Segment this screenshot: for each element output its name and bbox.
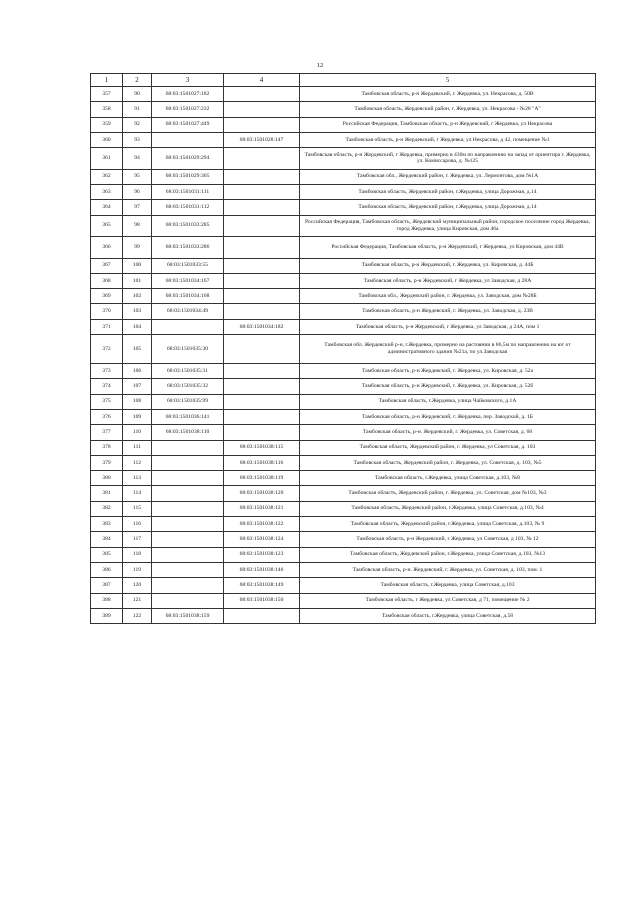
address-cell: Тамбовская область, г Жердевка, ул Советская, д 71, помещение № 2: [300, 593, 596, 608]
address-cell: Тамбовская область, г.Жердевка, улица Советская, д.58: [300, 608, 596, 623]
section-number-cell: 94: [123, 148, 152, 170]
table-row: [91, 148, 596, 170]
section-number-cell: 106: [123, 364, 152, 379]
cadastral-number-cell: [152, 547, 224, 562]
row-number-cell: 379: [91, 455, 123, 470]
address-cell: Тамбовская обл. Жердевский р-н, г.Жердевка, примерно на растоянии в 86,5м по направлению на юг от административного здания №21а, по ул.Заводская: [300, 335, 596, 364]
cadastral-number-cell: 68:03:1501034:168: [152, 289, 224, 304]
premises-cadastral-cell: [224, 169, 300, 184]
table-row: [91, 237, 596, 259]
premises-cadastral-cell: [224, 200, 300, 215]
cadastral-number-cell: [152, 471, 224, 486]
section-number-cell: 91: [123, 102, 152, 117]
row-number-cell: 383: [91, 517, 123, 532]
premises-cadastral-cell: [224, 304, 300, 319]
address-cell: Тамбовская область, р-н Жердевский, г Жердевка, примерно в 430м по направлению на запад от ориентира г. Жердевка, ул. Комиссарова, д. №125: [300, 148, 596, 170]
premises-cadastral-cell: [224, 273, 300, 288]
table-row: [91, 304, 596, 319]
row-number-cell: 382: [91, 501, 123, 516]
table-row: [91, 102, 596, 117]
premises-cadastral-cell: [224, 148, 300, 170]
table-row: [91, 562, 596, 577]
table-row: [91, 132, 596, 147]
premises-cadastral-cell: [224, 289, 300, 304]
premises-cadastral-cell: [224, 87, 300, 102]
cadastral-number-cell: 68:03:1501033:286: [152, 237, 224, 259]
table-row: [91, 486, 596, 501]
table-row: [91, 471, 596, 486]
address-cell: Тамбовская область, р-н Жердевский, г. Жердевка, ул. Кировская, д. 44Б: [300, 258, 596, 273]
section-number-cell: 114: [123, 486, 152, 501]
row-number-cell: 361: [91, 148, 123, 170]
address-cell: Тамбовская область, Жердевский район, г.Жердевка, улица Дорожная, д.14: [300, 184, 596, 199]
premises-cadastral-cell: 68:03:1501038:122: [224, 517, 300, 532]
section-number-cell: 116: [123, 517, 152, 532]
premises-cadastral-cell: [224, 394, 300, 409]
table-row: [91, 364, 596, 379]
cadastral-number-cell: 68:03:1501035:32: [152, 379, 224, 394]
row-number-cell: 367: [91, 258, 123, 273]
section-number-cell: 98: [123, 215, 152, 237]
premises-cadastral-cell: [224, 335, 300, 364]
page-number: 12: [316, 62, 324, 69]
cadastral-number-cell: 68:03:1501027:232: [152, 102, 224, 117]
table-row: [91, 425, 596, 440]
section-number-cell: 92: [123, 117, 152, 132]
table-row: [91, 547, 596, 562]
premises-cadastral-cell: 68:03:1501034:182: [224, 319, 300, 334]
table-row: [91, 169, 596, 184]
address-cell: Тамбовская область, Жердевский район, г.Жердевка, улица Дорожная, д.14: [300, 200, 596, 215]
table-row: [91, 517, 596, 532]
table-row: [91, 184, 596, 199]
premises-cadastral-cell: 68:03:1501038:123: [224, 547, 300, 562]
premises-cadastral-cell: [224, 102, 300, 117]
cadastral-number-cell: [152, 517, 224, 532]
table-row: [91, 578, 596, 593]
row-number-cell: 364: [91, 200, 123, 215]
address-cell: Тамбовская область, р-н Жердевский, г Жердевка, ул Некрасова, д 42, помещение №1: [300, 132, 596, 147]
address-cell: Тамбовская область, р-н. Жердевский, г. Жердевка, ул. Советская, д. 68: [300, 425, 596, 440]
table-row: [91, 440, 596, 455]
row-number-cell: 384: [91, 532, 123, 547]
premises-cadastral-cell: 68:03:1501038:115: [224, 440, 300, 455]
cadastral-number-cell: [152, 501, 224, 516]
table-row: [91, 455, 596, 470]
row-number-cell: 358: [91, 102, 123, 117]
cadastral-number-cell: 68:03:1501027:182: [152, 87, 224, 102]
section-number-cell: 93: [123, 132, 152, 147]
row-number-cell: 374: [91, 379, 123, 394]
address-cell: Тамбовская область, р-н Жердевский, г Жердевка, ул Заводская, д 28А: [300, 273, 596, 288]
address-cell: Российская Федерация, Тамбовская область, р-н Жердевский, г Жердевка, ул Кировская, дом 44В: [300, 237, 596, 259]
premises-cadastral-cell: 68:03:1501028:147: [224, 132, 300, 147]
cadastral-number-cell: 68:03:1501029:294: [152, 148, 224, 170]
section-number-cell: 96: [123, 184, 152, 199]
premises-cadastral-cell: 68:03:1501038:120: [224, 486, 300, 501]
premises-cadastral-cell: [224, 409, 300, 424]
cadastral-number-cell: [152, 593, 224, 608]
section-number-cell: 115: [123, 501, 152, 516]
row-number-cell: 366: [91, 237, 123, 259]
cadastral-number-cell: 68:03:1501034:167: [152, 273, 224, 288]
section-number-cell: 90: [123, 87, 152, 102]
row-number-cell: 375: [91, 394, 123, 409]
cadastral-number-cell: 68:03:1501035:31: [152, 364, 224, 379]
address-cell: Тамбовская область, р-н Жердевский, г. Жердевка, ул. Кировская, д. 52б: [300, 379, 596, 394]
table-row: [91, 608, 596, 623]
cadastral-number-cell: [152, 486, 224, 501]
cadastral-number-cell: 68:03:1501034:49: [152, 304, 224, 319]
address-cell: Тамбовская область, Жердевский район, г. Жердевка, ул. Советская, дом №103, №3: [300, 486, 596, 501]
section-number-cell: 110: [123, 425, 152, 440]
address-cell: Тамбовская обл., Жердевский район, г. Жердевка, ул. Лермонтова, дом №1А: [300, 169, 596, 184]
address-cell: Российская Федерация, Тамбовская область, Жердевский муниципальный район, городское поселение город Жердевка, город Жердевка, улица Кировская, дом 46а: [300, 215, 596, 237]
premises-cadastral-cell: 68:03:1501038:150: [224, 593, 300, 608]
header-row: [91, 74, 596, 87]
row-number-cell: 372: [91, 335, 123, 364]
premises-cadastral-cell: 68:03:1501038:124: [224, 532, 300, 547]
cadastral-number-cell: 68:03:1501035:30: [152, 335, 224, 364]
address-cell: Тамбовская область, р-н Жердевский, г. Жердевка, ул. Заводская, д. 23В: [300, 304, 596, 319]
section-number-cell: 101: [123, 273, 152, 288]
section-number-cell: 97: [123, 200, 152, 215]
row-number-cell: 365: [91, 215, 123, 237]
section-number-cell: 122: [123, 608, 152, 623]
cadastral-number-cell: 68:03:1501038:110: [152, 425, 224, 440]
section-number-cell: 109: [123, 409, 152, 424]
col-header: 2: [123, 74, 152, 87]
address-cell: Тамбовская область, Жердевский район, г. Жердевка, ул. Некрасова - №28 "А": [300, 102, 596, 117]
table-row: [91, 409, 596, 424]
address-cell: Тамбовская область, р-н Жердевский, г. Жердевка, пер. Заводской, д. 1Б: [300, 409, 596, 424]
row-number-cell: 378: [91, 440, 123, 455]
table-row: [91, 289, 596, 304]
col-header: 3: [152, 74, 224, 87]
section-number-cell: 113: [123, 471, 152, 486]
table-row: [91, 273, 596, 288]
section-number-cell: 95: [123, 169, 152, 184]
row-number-cell: 371: [91, 319, 123, 334]
premises-cadastral-cell: [224, 184, 300, 199]
premises-cadastral-cell: 68:03:1501038:149: [224, 578, 300, 593]
row-number-cell: 359: [91, 117, 123, 132]
table-row: [91, 319, 596, 334]
address-cell: Тамбовская область, р-н Жердевский, г Жердевка, ул Заводская, д 24А, пом 1: [300, 319, 596, 334]
registry-table: [90, 73, 596, 624]
row-number-cell: 360: [91, 132, 123, 147]
cadastral-number-cell: 68:03:1501031:112: [152, 200, 224, 215]
cadastral-number-cell: 68:03:1501029:305: [152, 169, 224, 184]
row-number-cell: 389: [91, 608, 123, 623]
cadastral-number-cell: 68:03:1501033:285: [152, 215, 224, 237]
section-number-cell: 103: [123, 304, 152, 319]
section-number-cell: 112: [123, 455, 152, 470]
row-number-cell: 362: [91, 169, 123, 184]
premises-cadastral-cell: [224, 237, 300, 259]
section-number-cell: 100: [123, 258, 152, 273]
col-header: 4: [224, 74, 300, 87]
address-cell: Тамбовская область, Жердевский район, г.Жердевка, улица Советская, д.103, №4: [300, 501, 596, 516]
premises-cadastral-cell: [224, 608, 300, 623]
cadastral-number-cell: [152, 562, 224, 577]
cadastral-number-cell: [152, 578, 224, 593]
row-number-cell: 370: [91, 304, 123, 319]
row-number-cell: 377: [91, 425, 123, 440]
table-row: [91, 258, 596, 273]
premises-cadastral-cell: 68:03:1501038:119: [224, 471, 300, 486]
row-number-cell: 357: [91, 87, 123, 102]
row-number-cell: 380: [91, 471, 123, 486]
address-cell: Тамбовская область, р-н Жердевский, г. Жердевка, ул. Некрасова, д. 50В: [300, 87, 596, 102]
premises-cadastral-cell: 68:03:1501038:116: [224, 455, 300, 470]
premises-cadastral-cell: [224, 258, 300, 273]
section-number-cell: 121: [123, 593, 152, 608]
section-number-cell: 108: [123, 394, 152, 409]
cadastral-number-cell: 68:03:1501035:99: [152, 394, 224, 409]
table-row: [91, 87, 596, 102]
table-row: [91, 501, 596, 516]
row-number-cell: 386: [91, 562, 123, 577]
premises-cadastral-cell: [224, 364, 300, 379]
address-cell: Тамбовская область, г.Жердевка, улица Советская, д.103, №8: [300, 471, 596, 486]
table-row: [91, 215, 596, 237]
address-cell: Тамбовская область, р-н Жердевский, г Жердевка, ул Советская, д 103, № 12: [300, 532, 596, 547]
table-row: [91, 200, 596, 215]
premises-cadastral-cell: [224, 117, 300, 132]
address-cell: Тамбовская область, Жердевский район, г.Жердевка, улица Советская, д.103, № 9: [300, 517, 596, 532]
cadastral-number-cell: 68:03:1501036:141: [152, 409, 224, 424]
address-cell: Тамбовская область, Жердевский район, г. Жердевка, ул. Советская, д. 103, №5: [300, 455, 596, 470]
table-row: [91, 379, 596, 394]
cadastral-number-cell: [152, 455, 224, 470]
premises-cadastral-cell: [224, 379, 300, 394]
row-number-cell: 363: [91, 184, 123, 199]
row-number-cell: 387: [91, 578, 123, 593]
section-number-cell: 105: [123, 335, 152, 364]
premises-cadastral-cell: 68:03:1501038:121: [224, 501, 300, 516]
address-cell: Тамбовская область, Жердевский район, г.Жердевка, улица Советская, д.103, №13: [300, 547, 596, 562]
row-number-cell: 388: [91, 593, 123, 608]
cadastral-number-cell: 68:03:1501027:449: [152, 117, 224, 132]
section-number-cell: 104: [123, 319, 152, 334]
section-number-cell: 111: [123, 440, 152, 455]
cadastral-number-cell: [152, 532, 224, 547]
address-cell: Тамбовская область, г.Жердевка, улица Советская, д.103: [300, 578, 596, 593]
section-number-cell: 118: [123, 547, 152, 562]
table-row: [91, 532, 596, 547]
section-number-cell: 117: [123, 532, 152, 547]
premises-cadastral-cell: [224, 215, 300, 237]
cadastral-number-cell: [152, 319, 224, 334]
row-number-cell: 376: [91, 409, 123, 424]
cadastral-number-cell: 68:03:1501031:111: [152, 184, 224, 199]
address-cell: Тамбовская обл., Жердевский район, г. Жердевка, ул. Заводская, дом №28Б: [300, 289, 596, 304]
table-row: [91, 394, 596, 409]
cadastral-number-cell: [152, 440, 224, 455]
section-number-cell: 99: [123, 237, 152, 259]
table-row: [91, 593, 596, 608]
col-header: 1: [91, 74, 123, 87]
address-cell: Тамбовская область, р-н Жердевский, г. Жердевка, ул. Кировская, д. 52а: [300, 364, 596, 379]
section-number-cell: 119: [123, 562, 152, 577]
address-cell: Тамбовская область, г.Жердевка, улица Чайковского, д.1А: [300, 394, 596, 409]
row-number-cell: 373: [91, 364, 123, 379]
section-number-cell: 107: [123, 379, 152, 394]
address-cell: Тамбовская область, Жердевский район, г. Жердевка, ул Советская, д. 103: [300, 440, 596, 455]
address-cell: Российская Федерация, Тамбовская область, р-н Жердевский, г Жердевка, ул Некрасова: [300, 117, 596, 132]
premises-cadastral-cell: [224, 425, 300, 440]
cadastral-number-cell: 68:03:1501038:159: [152, 608, 224, 623]
row-number-cell: 385: [91, 547, 123, 562]
section-number-cell: 120: [123, 578, 152, 593]
row-number-cell: 381: [91, 486, 123, 501]
table-row: [91, 117, 596, 132]
table-row: [91, 335, 596, 364]
cadastral-number-cell: [152, 132, 224, 147]
row-number-cell: 368: [91, 273, 123, 288]
row-number-cell: 369: [91, 289, 123, 304]
col-header: 5: [300, 74, 596, 87]
premises-cadastral-cell: 68:03:1501038:146: [224, 562, 300, 577]
address-cell: Тамбовская область, р-н. Жердевский, г. Жердевка, ул. Советская, д. 103, пом. 1: [300, 562, 596, 577]
section-number-cell: 102: [123, 289, 152, 304]
cadastral-number-cell: 68:03:1501033:55: [152, 258, 224, 273]
